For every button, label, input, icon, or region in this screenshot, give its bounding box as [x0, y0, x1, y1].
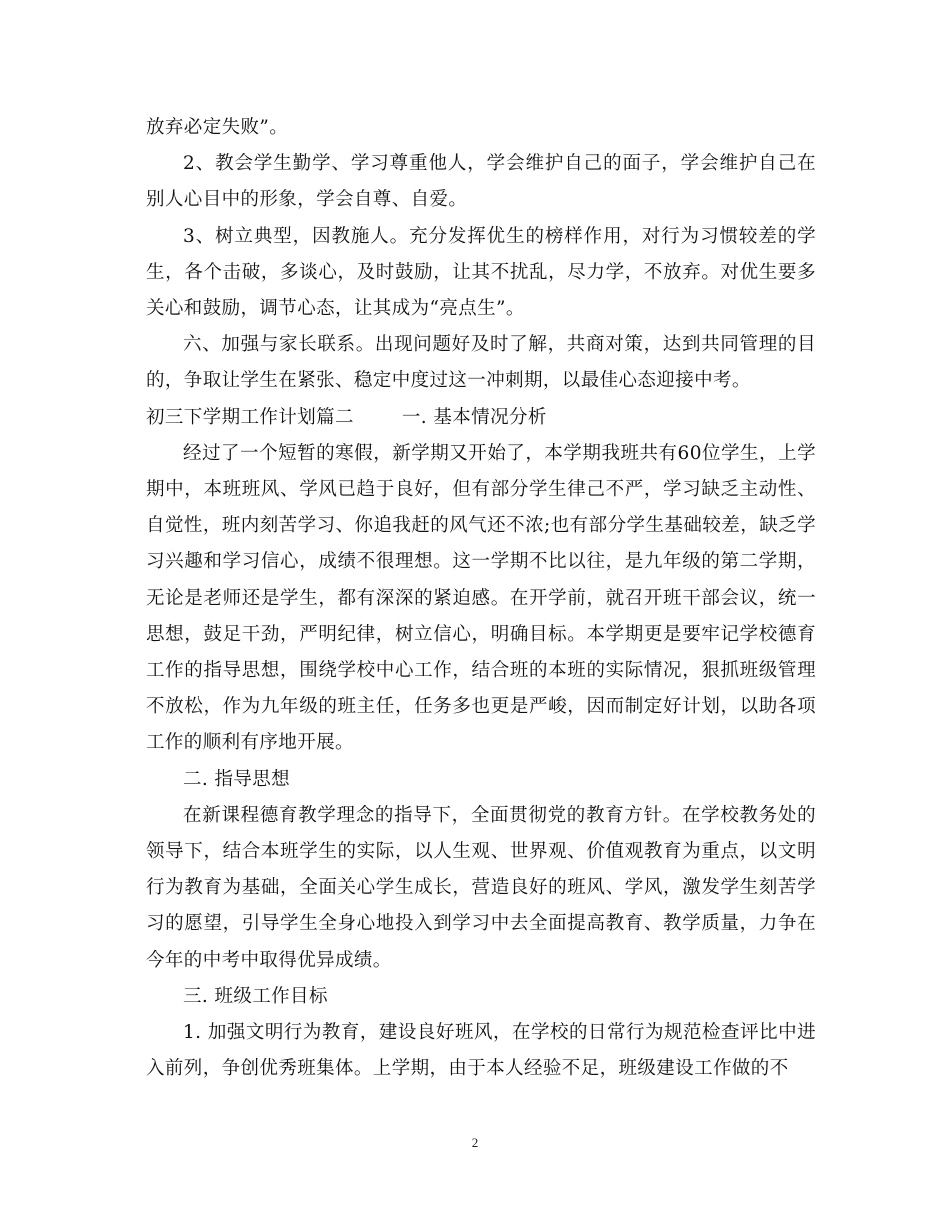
- page-number: 2: [471, 1135, 479, 1150]
- paragraph-item-3: 3、树立典型，因教施人。充分发挥优生的榜样作用，对行为习惯较差的学生，各个击破，多谈心，及时鼓励，让其不扰乱，尽力学，不放弃。对优生要多关心和鼓励，调节心态，让其成为“亮点生”。: [146, 225, 816, 320]
- paragraph-continuation: 放弃必定失败”。: [146, 117, 289, 138]
- heading-basic-situation: 一. 基本情况分析: [401, 406, 547, 428]
- heading-guiding-ideology: 二. 指导思想: [183, 768, 291, 790]
- section-title: 初三下学期工作计划篇二: [146, 406, 354, 428]
- paragraph-goal-one: 1. 加强文明行为教育，建设良好班风，在学校的日常行为规范检查评比中进入前列，争创优秀班集体。上学期，由于本人经验不足，班级建设工作做的不: [146, 1022, 816, 1080]
- paragraph-guiding-ideology: 在新课程德育教学理念的指导下，全面贯彻党的教育方针。在学校教务处的领导下，结合本班学生的实际，以人生观、世界观、价值观教育为重点，以文明行为教育为基础，全面关心学生成长，营造良好的班风、学风，激发学生刻苦学习的愿望，引导学生全身心地投入到学习中去全面提高教育、教学质量，力争在今年的中考中取得优异成绩。: [146, 804, 816, 971]
- paragraph-basic-situation: 经过了一个短暂的寒假，新学期又开始了，本学期我班共有60位学生，上学期中，本班班风、学风已趋于良好，但有部分学生律己不严，学习缺乏主动性、自觉性，班内刻苦学习、你追我赶的风气还不浓;也有部分学生基础较差，缺乏学习兴趣和学习信心，成绩不很理想。这一学期不比以往，是九年级的第二学期，无论是老师还是学生，都有深深的紧迫感。在开学前，就召开班干部会议，统一思想，鼓足干劲，严明纪律，树立信心，明确目标。本学期更是要牢记学校德育工作的指导思想，围绕学校中心工作，结合班的本班的实际情况，狠抓班级管理不放松，作为九年级的班主任，任务多也更是严峻，因而制定好计划，以助各项工作的顺利有序地开展。: [146, 442, 816, 754]
- heading-class-goals: 三. 班级工作目标: [183, 985, 328, 1007]
- paragraph-item-2: 2、教会学生勤学、学习尊重他人，学会维护自己的面子，学会维护自己在别人心目中的形象，学会自尊、自爱。: [146, 153, 816, 211]
- paragraph-section-six: 六、加强与家长联系。出现问题好及时了解，共商对策，达到共同管理的目的，争取让学生在紧张、稳定中度过这一冲刺期，以最佳心态迎接中考。: [146, 334, 816, 392]
- section-title-line: [146, 400, 816, 436]
- document-body: [146, 110, 816, 1087]
